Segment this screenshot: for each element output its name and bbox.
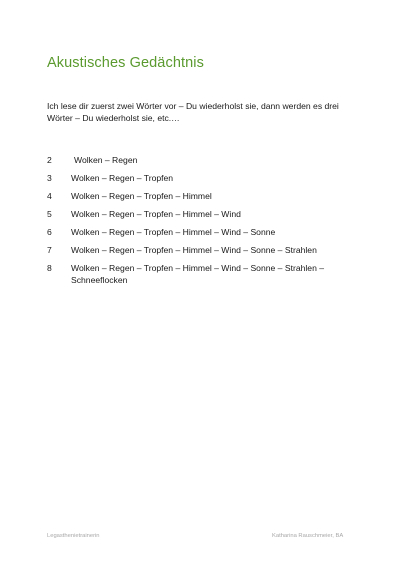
- list-item-words: Wolken – Regen – Tropfen – Himmel: [71, 191, 212, 201]
- list-item: [47, 154, 367, 166]
- list-item-words: Wolken – Regen: [74, 155, 138, 165]
- list-item: [47, 244, 367, 256]
- list-item: [47, 262, 367, 286]
- intro-text: Ich lese dir zuerst zwei Wörter vor – Du wiederholst sie, dann werden es drei Wörter – Du wiederholst sie, etc.…: [47, 100, 339, 124]
- list-item-number: 2: [47, 155, 52, 165]
- list-item-words: Wolken – Regen – Tropfen – Himmel – Wind – Sonne – Strahlen – Schneeflocken: [71, 263, 325, 285]
- page-title: Akustisches Gedächtnis: [47, 54, 204, 71]
- list-item: [47, 172, 367, 184]
- list-item-number: 8: [47, 263, 52, 273]
- list-item: [47, 226, 367, 238]
- list-item-number: 4: [47, 191, 52, 201]
- list-item-words: Wolken – Regen – Tropfen – Himmel – Wind: [71, 209, 241, 219]
- list-item-number: 6: [47, 227, 52, 237]
- list-item: [47, 190, 367, 202]
- list-item-number: 5: [47, 209, 52, 219]
- list-item-words: Wolken – Regen – Tropfen – Himmel – Wind – Sonne: [71, 227, 276, 237]
- footer-author-name: Katharina Rauschmeier, BA: [272, 533, 344, 539]
- footer-author-role: Legasthenietrainerin: [47, 533, 100, 539]
- word-sequence-list: [47, 154, 367, 292]
- list-item: [47, 208, 367, 220]
- list-item-number: 3: [47, 173, 52, 183]
- list-item-words: Wolken – Regen – Tropfen: [71, 173, 174, 183]
- list-item-number: 7: [47, 245, 52, 255]
- list-item-words: Wolken – Regen – Tropfen – Himmel – Wind – Sonne – Strahlen: [71, 245, 317, 255]
